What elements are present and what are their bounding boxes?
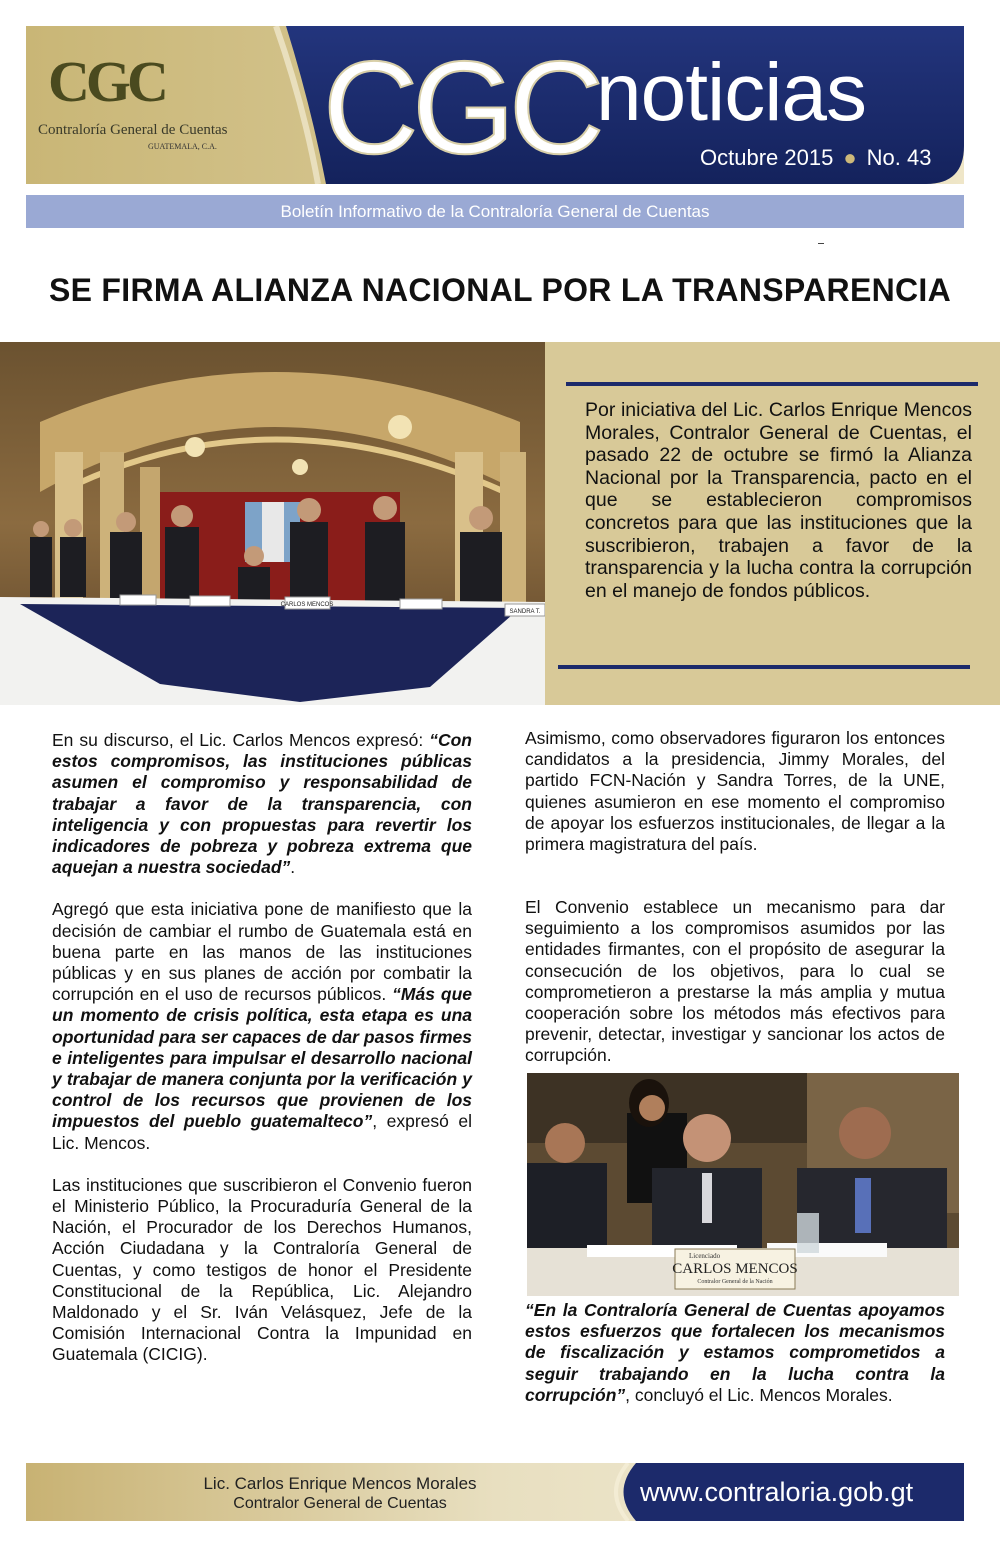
right-paragraph-observers	[525, 728, 945, 876]
quote: “Más que un momento de crisis política, esta etapa es una oportunidad para ser capaces de dar pasos firmes e inteligentes para impulsar el desarrollo nacional y trabajar de manera conjunta por la verificación y control de los recursos que provienen de los impuestos del pueblo guatemalteco”	[52, 984, 472, 1132]
paragraph-lead: Agregó que esta iniciativa pone de manifiesto que la decisión de cambiar el rumbo de Guatemala está en buena parte en las manos de las instituciones públicas y en sus planes de acción por combatir la corrupción en el uso de recursos públicos.	[52, 899, 472, 1005]
subtitle: Boletín Informativo de la Contraloría General de Cuentas	[280, 202, 710, 221]
ceremony-photo	[0, 342, 545, 705]
placard-subtitle: Contralor General de la Nación	[697, 1279, 773, 1285]
photo1-placard-torres: SANDRA T.	[509, 609, 541, 615]
photo-caption	[525, 1300, 945, 1406]
signing-photo	[527, 1073, 959, 1296]
divider	[818, 243, 824, 244]
paragraph-institutions: Las instituciones que suscribieron el Convenio fueron el Ministerio Público, la Procuraduría General de la Nación, el Procurador de los Derechos Humanos, Acción Ciudadana y la Contraloría General de Cuentas, y como testigos de honor el Presidente Constitucional de la República, Lic. Alejandro Maldonado y el Sr. Iván Velásquez, Jefe de la Comisión Internacional Contra la Impunidad en Guatemala (CICIG).	[52, 1174, 472, 1365]
title-cgc: CGC	[323, 34, 599, 181]
photo1-placard-mencos: CARLOS MENCOS	[280, 602, 334, 608]
issue-number: No. 43	[866, 145, 932, 170]
intro-text: Por iniciativa del Lic. Carlos Enrique Mencos Morales, Contralor General de Cuentas, el pasado 22 de octubre se firmó la Alianza Nacional por la Transparencia, pacto en el que se establecieron compromisos concretos para que las instituciones que la suscribieron, trabajen a favor de la transparencia y la lucha contra la corrupción en el manejo de fondos públicos.	[585, 399, 972, 602]
caption-quote: “En la Contraloría General de Cuentas apoyamos estos esfuerzos que fortalecen los mecanismos de fiscalización y estamos comprometidos a seguir trabajando en la lucha contra la corrupción”	[525, 1300, 945, 1405]
quote: “Con estos compromisos, las instituciones públicas asumen el compromiso y responsabilidad de trabajar a favor de la transparencia, con inteligencia y con propuestas para revertir los indicadores de pobreza y pobreza extrema que aquejan a nuestra sociedad”	[52, 730, 472, 878]
title-noticias: noticias	[596, 47, 867, 138]
paragraph-end: .	[290, 857, 296, 878]
paragraph-speech	[52, 730, 472, 878]
paragraph-initiative	[52, 899, 472, 1153]
caption-end: , concluyó el Lic. Mencos Morales.	[625, 1384, 893, 1405]
right-paragraph-convenio	[525, 897, 945, 1088]
paragraph-convenio: El Convenio establece un mecanismo para dar seguimiento a los compromisos asumidos por las entidades firmantes, con el propósito de asegurar la consecución de los objetivos, para lo cual se comprometieron a prestarse la más amplia y mutua cooperación sobre los métodos más efectivos para prevenir, detectar, investigar y sancionar los actos de corrupción.	[525, 897, 945, 1066]
issue-date: Octubre 2015	[700, 145, 834, 170]
logo-name: Contraloría General de Cuentas	[38, 122, 228, 138]
intro-rule-top	[566, 382, 978, 386]
left-column	[52, 730, 472, 1387]
logo-location: GUATEMALA, C.A.	[148, 142, 217, 151]
paragraph-observers: Asimismo, como observadores figuraron los entonces candidatos a la presidencia, Jimmy Morales, del partido FCN-Nación y Sandra Torres, de la UNE, quienes asumieron en ese momento el compromiso de apoyar los esfuerzos institucionales, de llegar a la primera magistratura del país.	[525, 728, 945, 855]
intro-rule-bottom	[558, 665, 970, 669]
placard-name: CARLOS MENCOS	[672, 1261, 798, 1277]
headline: SE FIRMA ALIANZA NACIONAL POR LA TRANSPARENCIA	[48, 272, 952, 308]
issue-info	[700, 145, 931, 171]
paragraph-end: , expresó el Lic. Mencos.	[52, 1111, 472, 1153]
logo-monogram: CGC	[48, 49, 165, 114]
placard-title: Licenciado	[689, 1252, 721, 1260]
subtitle-bar	[26, 195, 964, 228]
footer-name: Lic. Carlos Enrique Mencos Morales	[203, 1474, 477, 1493]
bullet-icon: ●	[843, 145, 857, 170]
footer-role: Contralor General de Cuentas	[233, 1495, 447, 1512]
website-link[interactable]: www.contraloria.gob.gt	[640, 1477, 914, 1507]
paragraph-lead: En su discurso, el Lic. Carlos Mencos expresó:	[52, 730, 430, 750]
